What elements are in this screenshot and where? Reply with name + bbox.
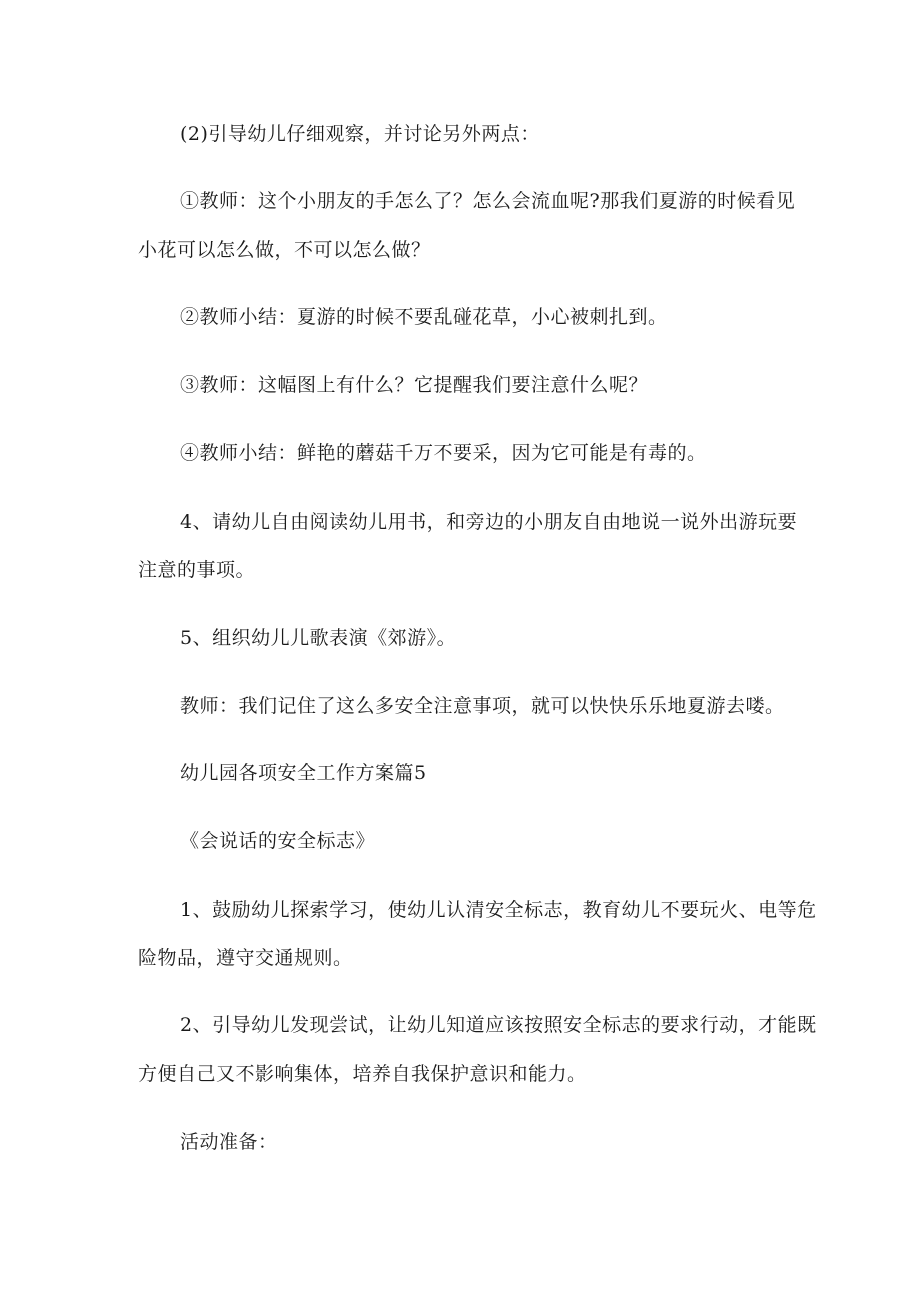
text-line: ①教师：这个小朋友的手怎么了？怎么会流血呢?那我们夏游的时候看见 — [180, 190, 796, 212]
text-line: ③教师：这幅图上有什么？它提醒我们要注意什么呢？ — [180, 374, 649, 396]
text-line: 活动准备： — [180, 1131, 278, 1153]
text-line: ④教师小结：鲜艳的蘑菇千万不要采，因为它可能是有毒的。 — [180, 442, 707, 464]
text-line: 2、引导幼儿发现尝试，让幼儿知道应该按照安全标志的要求行动，才能既 — [180, 1014, 817, 1036]
text-line: 注意的事项。 — [138, 559, 256, 581]
text-line: (2)引导幼儿仔细观察，并讨论另外两点： — [180, 123, 540, 145]
activity-title: 《会说话的安全标志》 — [180, 830, 376, 852]
text-line: 5、组织幼儿儿歌表演《郊游》。 — [180, 627, 457, 649]
text-line: ②教师小结：夏游的时候不要乱碰花草，小心被刺扎到。 — [180, 306, 668, 328]
text-line: 1、鼓励幼儿探索学习，使幼儿认清安全标志，教育幼儿不要玩火、电等危 — [180, 899, 817, 921]
text-line: 教师：我们记住了这么多安全注意事项，就可以快快乐乐地夏游去喽。 — [180, 695, 785, 717]
text-line: 险物品，遵守交通规则。 — [138, 947, 353, 969]
text-line: 4、请幼儿自由阅读幼儿用书，和旁边的小朋友自由地说一说外出游玩要 — [180, 511, 798, 533]
section-heading: 幼儿园各项安全工作方案篇5 — [180, 762, 427, 784]
text-line: 小花可以怎么做，不可以怎么做？ — [138, 239, 431, 261]
text-line: 方便自己又不影响集体，培养自我保护意识和能力。 — [138, 1063, 587, 1085]
